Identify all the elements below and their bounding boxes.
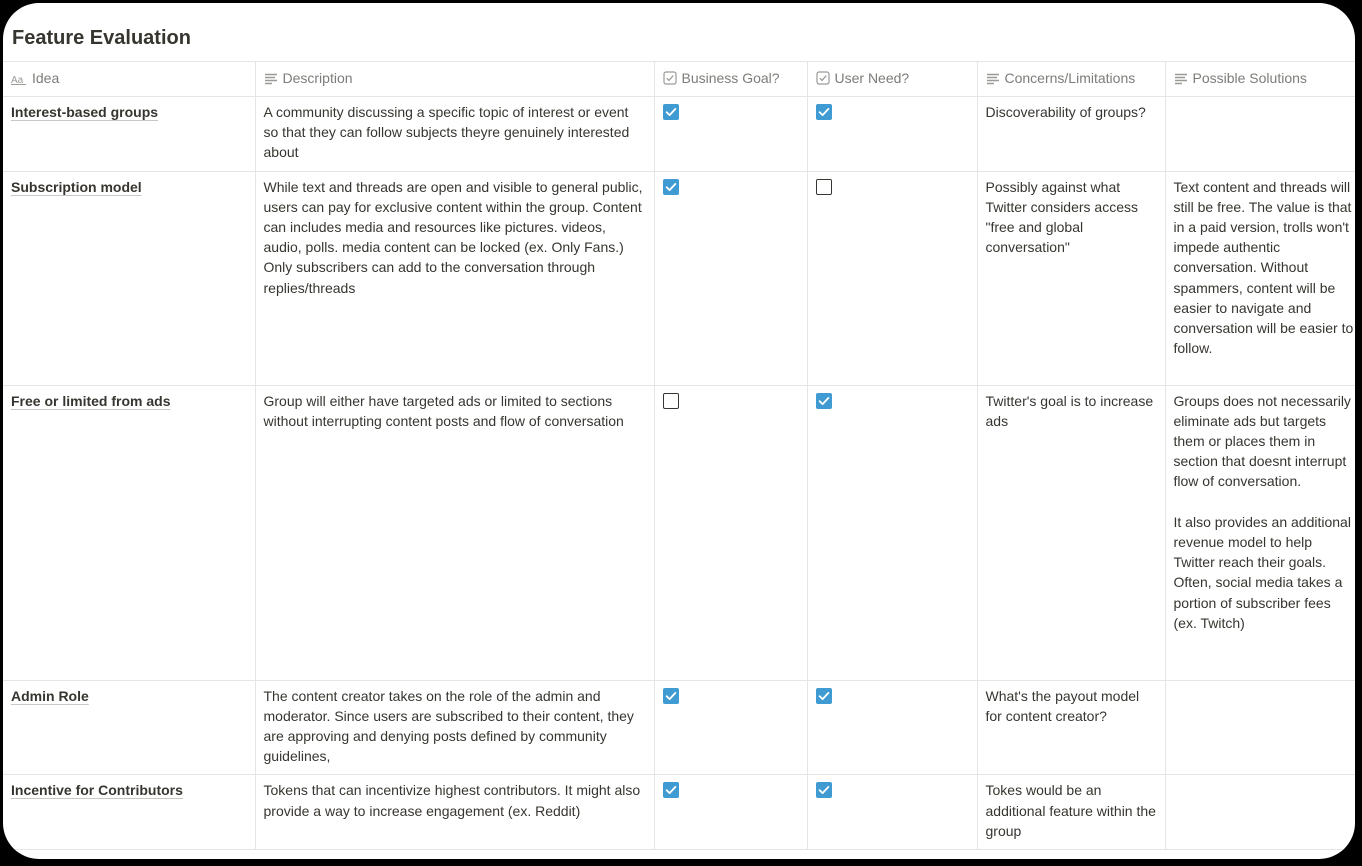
column-header-idea[interactable]	[3, 62, 255, 97]
business-goal-checkbox[interactable]	[663, 179, 679, 195]
checkmark-icon	[816, 782, 832, 798]
user-need-cell[interactable]	[807, 97, 977, 172]
user-need-checkbox[interactable]	[816, 179, 832, 195]
business-goal-cell[interactable]	[654, 385, 807, 680]
column-header-business-goal[interactable]	[654, 62, 807, 97]
description-cell[interactable]: A community discussing a specific topic of interest or event so that they can follow subjects theyre genuinely interested about	[255, 97, 654, 172]
business-goal-cell[interactable]	[654, 680, 807, 775]
user-need-checkbox[interactable]	[816, 688, 832, 704]
solutions-cell[interactable]	[1165, 680, 1355, 775]
business-goal-checkbox[interactable]	[663, 782, 679, 798]
svg-text:Aa: Aa	[11, 74, 24, 85]
text-icon	[986, 70, 1000, 90]
table-row[interactable]	[3, 97, 1355, 172]
idea-cell[interactable]	[3, 775, 255, 850]
column-header-solutions[interactable]	[1165, 62, 1355, 97]
column-header-label: User Need?	[834, 69, 910, 86]
column-header-description[interactable]	[255, 62, 654, 97]
description-cell[interactable]: Group will either have targeted ads or limited to sections without interrupting content posts and flow of conversation	[255, 385, 654, 680]
concerns-cell[interactable]: What's the payout model for content creator?	[977, 680, 1165, 775]
idea-title[interactable]: Subscription model	[11, 178, 142, 195]
user-need-checkbox[interactable]	[816, 104, 832, 120]
table-row[interactable]	[3, 680, 1355, 775]
table-row[interactable]	[3, 385, 1355, 680]
concerns-cell[interactable]: Discoverability of groups?	[977, 97, 1165, 172]
user-need-cell[interactable]	[807, 171, 977, 385]
solutions-cell[interactable]	[1165, 775, 1355, 850]
idea-title[interactable]: Admin Role	[11, 687, 89, 704]
checkmark-icon	[663, 782, 679, 798]
idea-cell[interactable]	[3, 171, 255, 385]
solutions-cell[interactable]	[1165, 97, 1355, 172]
business-goal-checkbox[interactable]	[663, 393, 679, 409]
concerns-cell[interactable]: Twitter's goal is to increase ads	[977, 385, 1165, 680]
title-icon	[11, 70, 27, 90]
idea-title[interactable]: Incentive for Contributors	[11, 782, 183, 799]
column-header-label: Business Goal?	[681, 69, 780, 86]
business-goal-cell[interactable]	[654, 775, 807, 850]
user-need-cell[interactable]	[807, 385, 977, 680]
checkbox-icon	[816, 70, 830, 90]
idea-cell[interactable]	[3, 680, 255, 775]
idea-title[interactable]: Free or limited from ads	[11, 392, 171, 409]
business-goal-checkbox[interactable]	[663, 688, 679, 704]
column-header-label: Possible Solutions	[1192, 69, 1307, 86]
checkmark-icon	[816, 688, 832, 704]
checkmark-icon	[663, 104, 679, 120]
column-header-label: Idea	[32, 69, 60, 86]
header-row	[3, 62, 1355, 97]
idea-cell[interactable]	[3, 385, 255, 680]
user-need-checkbox[interactable]	[816, 782, 832, 798]
user-need-checkbox[interactable]	[816, 393, 832, 409]
solutions-cell[interactable]: Text content and threads will still be free. The value is that in a paid version, trolls won't impede authentic conversation. Without spammers, content will be easier to navigate and conversation will be easier to follow.	[1165, 171, 1355, 385]
column-header-concerns[interactable]	[977, 62, 1165, 97]
business-goal-checkbox[interactable]	[663, 104, 679, 120]
checkmark-icon	[663, 179, 679, 195]
page-title: Feature Evaluation	[12, 27, 191, 49]
text-icon	[264, 70, 278, 90]
idea-title[interactable]: Interest-based groups	[11, 104, 159, 120]
column-header-label: Concerns/Limitations	[1004, 69, 1136, 86]
description-cell[interactable]: While text and threads are open and visible to general public, users can pay for exclusive content within the group. Content can includes media and resources like pictures. videos, audio, polls. media content can be locked (ex. Only Fans.) Only subscribers can add to the conversation through replies/threads	[255, 171, 654, 385]
description-cell[interactable]: Tokens that can incentivize highest contributors. It might also provide a way to increase engagement (ex. Reddit)	[255, 775, 654, 850]
business-goal-cell[interactable]	[654, 171, 807, 385]
user-need-cell[interactable]	[807, 680, 977, 775]
checkmark-icon	[816, 104, 832, 120]
checkbox-icon	[663, 70, 677, 90]
app-window	[3, 3, 1355, 859]
business-goal-cell[interactable]	[654, 97, 807, 172]
checkmark-icon	[816, 393, 832, 409]
text-icon	[1174, 70, 1188, 90]
concerns-cell[interactable]: Possibly against what Twitter considers access "free and global conversation"	[977, 171, 1165, 385]
solutions-cell[interactable]: Groups does not necessarily eliminate ads but targets them or places them in section that doesnt interrupt flow of conversation. It also provides an additional revenue model to help Twitter reach their goals. Often, social media takes a portion of subscriber fees (ex. Twitch)	[1165, 385, 1355, 680]
user-need-cell[interactable]	[807, 775, 977, 850]
column-header-user-need[interactable]	[807, 62, 977, 97]
column-header-label: Description	[282, 69, 353, 86]
feature-table	[3, 61, 1355, 850]
table-row[interactable]	[3, 775, 1355, 850]
concerns-cell[interactable]: Tokes would be an additional feature within the group	[977, 775, 1165, 850]
checkmark-icon	[663, 688, 679, 704]
table-row[interactable]	[3, 171, 1355, 385]
description-cell[interactable]: The content creator takes on the role of the admin and moderator. Since users are subscribed to their content, they are approving and denying posts defined by community guidelines,	[255, 680, 654, 775]
idea-cell[interactable]	[3, 97, 255, 172]
